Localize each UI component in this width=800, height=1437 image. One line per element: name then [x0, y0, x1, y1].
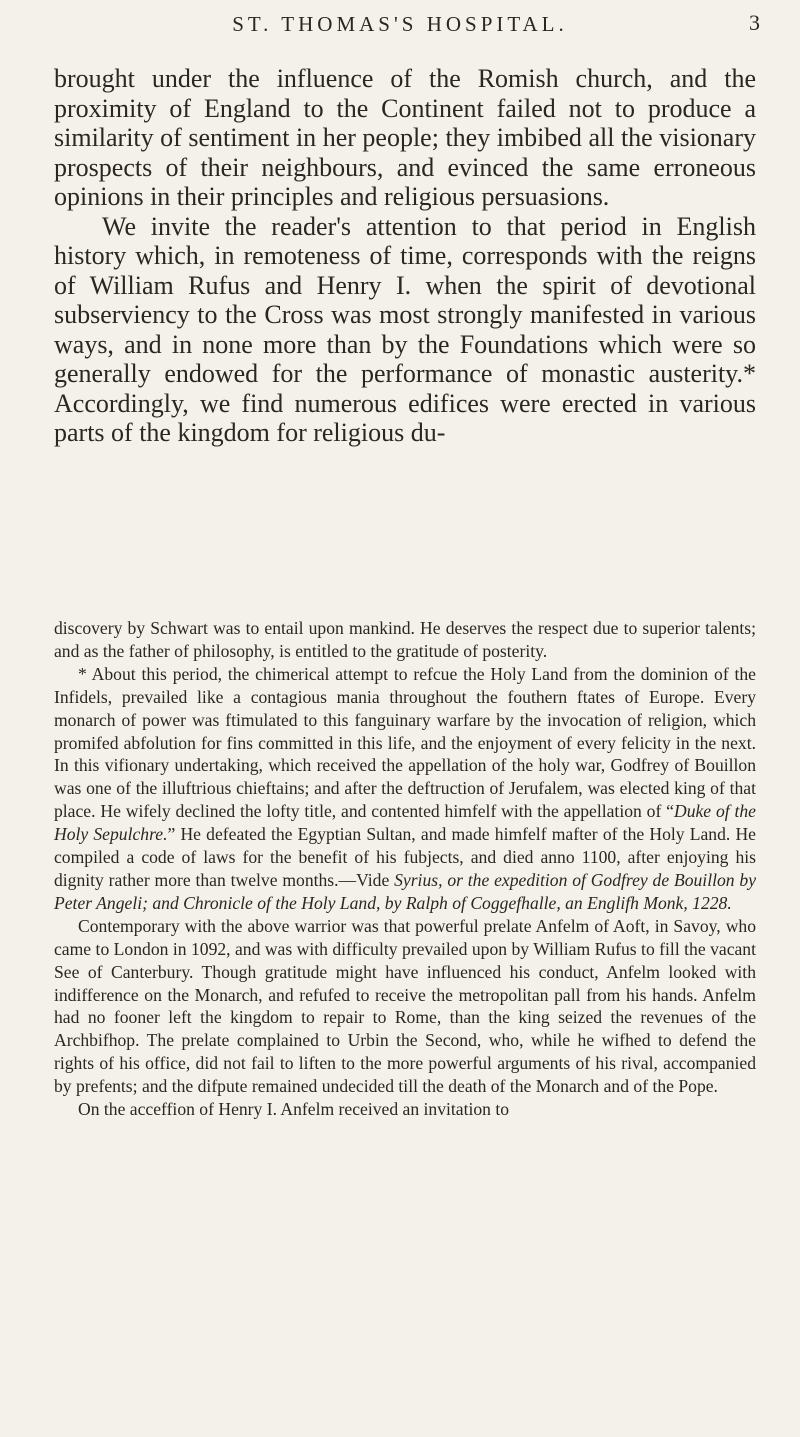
running-title: ST. THOMAS'S HOSPITAL. [232, 12, 568, 36]
body-paragraph-2: We invite the reader's attention to that period in English history which, in remoteness of time, corresponds with the reigns of William Rufus and Henry I. when the spirit of devotional subserviency to the Cross was most strongly manifested in various ways, and in none more than by the Foundations which were so generally endowed for the performance of monastic austerity.* Accordingly, we find numerous edifices were erected in various parts of the kingdom for religious du- [54, 211, 756, 447]
footnotes [54, 617, 756, 1121]
footnote-godfrey-title: Duke of the Holy Sepulchre. [54, 801, 756, 845]
footnote-godfrey-text-b: ” He defeated the Egyptian Sultan, and made himfelf mafter of the Holy Land. He compiled a code of laws for the benefit of his fubjects, and died anno 1100, after enjoying his dignity rather more than twelve months.—Vide [54, 824, 756, 890]
footnote-anselm: Contemporary with the above warrior was that powerful prelate Anfelm of Aoft, in Savoy, who came to London in 1092, and was with difficulty prevailed upon by William Rufus to fill the vacant See of Canterbury. Though gratitude might have influenced his conduct, Anfelm looked with indifference on the Monarch, and refufed to receive the metropolitan pall from his hands. Anfelm had no fooner left the kingdom to repair to Rome, than the king seized the revenues of the Archbifhop. The prelate complained to Urbin the Second, who, while he wifhed to defend the rights of his office, did not fail to liften to the more powerful arguments of his rival, accompanied by prefents; and the difpute remained undecided till the death of the Monarch and of the Pope. [54, 915, 756, 1097]
footnote-henry: On the acceffion of Henry I. Anfelm received an invitation to [78, 1099, 510, 1120]
footnote-godfrey-text-a: * About this period, the chimerical attempt to refcue the Holy Land from the dominion of the Infidels, prevailed like a contagious mania throughout the fouthern ftates of Europe. Every monarch of power was ftimulated to this fanguinary warfare by the invocation of religion, which promifed abfolution for fins committed in this life, and the enjoyment of every felicity in the next. In this vifionary undertaking, which received the appellation of the holy war, Godfrey of Bouillon was one of the illuftrious chieftains; and after the deftruction of Jerufalem, was elected king of that place. He wifely declined the lofty title, and contented himfelf with the appellation of “ [54, 663, 756, 822]
footnote-godfrey-citation: Syrius, or the expedition of Godfrey de Bouillon by Peter Angeli; and Chronicle of the Holy Land, by Ralph of Coggefhalle, an Englifh Monk, 1228. [54, 869, 757, 913]
body-paragraph-1: brought under the influence of the Romish church, and the proximity of England to the Continent failed not to produce a similarity of sentiment in her people; they imbibed all the visionary prospects of their neighbours, and evinced the same erroneous opinions in their principles and religious persuasions. [54, 64, 756, 211]
main-text [54, 64, 756, 448]
page-number: 3 [749, 10, 760, 35]
footnote-continuation: discovery by Schwart was to entail upon mankind. He deserves the respect due to superior talents; and as the father of philosophy, is entitled to the gratitude of posterity. [54, 618, 756, 661]
footnote-godfrey [54, 663, 756, 915]
